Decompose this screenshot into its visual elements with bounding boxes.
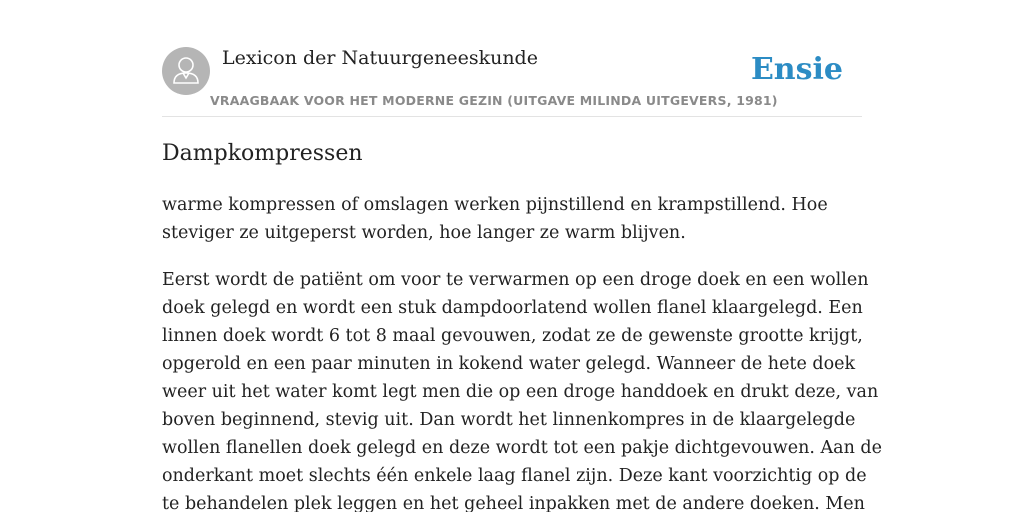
source-subtitle: VRAAGBAAK VOOR HET MODERNE GEZIN (UITGAVE MILINDA UITGEVERS, 1981)	[210, 93, 778, 108]
text-line: wollen flanellen doek gelegd en deze wordt tot een pakje dichtgevouwen. Aan de	[162, 438, 882, 458]
user-silhouette-icon[interactable]	[162, 47, 210, 95]
text-line: Eerst wordt de patiënt om voor te verwarmen op een droge doek en een wollen	[162, 270, 869, 290]
text-line: opgerold en een paar minuten in kokend water gelegd. Wanneer de hete doek	[162, 354, 856, 374]
article-paragraph-1	[162, 191, 862, 247]
text-line: warme kompressen of omslagen werken pijnstillend en krampstillend. Hoe	[162, 195, 828, 215]
text-line: te behandelen plek leggen en het geheel inpakken met de andere doeken. Men	[162, 494, 865, 512]
article	[162, 138, 882, 512]
text-line: steviger ze uitgeperst worden, hoe langer ze warm blijven.	[162, 223, 686, 243]
text-line: linnen doek wordt 6 tot 8 maal gevouwen, zodat ze de gewenste grootte krijgt,	[162, 326, 863, 346]
article-term: Dampkompressen	[162, 141, 363, 166]
brand-logo[interactable]: Ensie	[750, 52, 843, 87]
text-line: boven beginnend, stevig uit. Dan wordt het linnenkompres in de klaargelegde	[162, 410, 856, 430]
text-line: doek gelegd en wordt een stuk dampdoorlatend wollen flanel klaargelegd. Een	[162, 298, 863, 318]
text-line: onderkant moet slechts één enkele laag flanel zijn. Deze kant voorzichtig op de	[162, 466, 867, 486]
source-title-link[interactable]: Lexicon der Natuurgeneeskunde	[222, 47, 538, 69]
source-header	[162, 46, 862, 117]
text-line: weer uit het water komt legt men die op een droge handdoek en drukt deze, van	[162, 382, 879, 402]
article-paragraph-2	[162, 266, 882, 512]
